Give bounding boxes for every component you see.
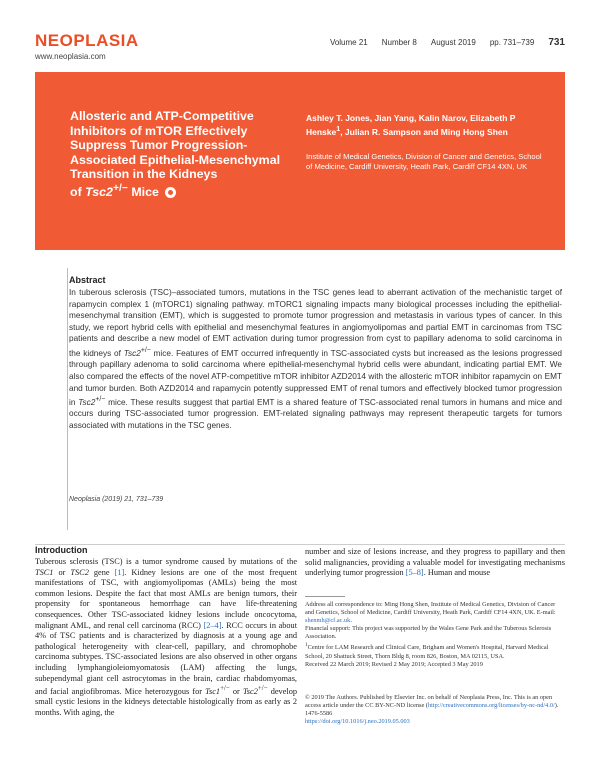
footnote-rule <box>305 596 345 597</box>
article-title: Allosteric and ATP-Competitive Inhibitors of mTOR Effectively Suppress Tumor Progression- Associated Epithelial-Mesenchymal Transition in the Kidneys of Tsc2+/− Mice <box>70 109 281 199</box>
received-dates: Received 22 March 2019; Revised 2 May 2019; Accepted 3 May 2019 <box>305 660 483 668</box>
correspondence-note: Address all correspondence to: Ming Hong Shen, Institute of Medical Genetics, Division of Cancer and Genetics, School of Medicine, Cardiff University, Heath Park, Cardiff CF14 4XN, UK. E-mail: shenmh@cf.ac.uk. <box>305 601 556 625</box>
footnotes <box>305 601 563 669</box>
affiliation: Institute of Medical Genetics, Division of Cancer and Genetics, School of Medicine, Cardiff University, Heath Park, Cardiff CF14 4XN, UK <box>306 152 542 171</box>
introduction-heading: Introduction <box>35 545 88 555</box>
title-banner <box>35 72 565 250</box>
issue-number: Number 8 <box>381 38 417 47</box>
abstract-heading: Abstract <box>69 275 106 285</box>
issue-info <box>330 37 565 48</box>
reference-link[interactable]: [5–8] <box>405 568 424 578</box>
abstract-text: In tuberous sclerosis (TSC)–associated tumors, mutations in the TSC genes lead to aberrant activation of the mechanistic target of rapamycin complex 1 (mTORC1) signaling pathway. mTORC1 signaling impacts many biological processes including the epithelial-mesenchymal transition (EMT), which is suggested to promote tumor progression and metastasis in various types of cancer. In this study, we report hybrid cells with epithelial and mesenchymal features in angiomyolipomas and partial EMT in carcinomas from TSC patients and describe a new model of EMT activation during tumor progression from cyst to papillary adenoma to solid carcinoma in the kidneys of Tsc2+/− mice. Features of EMT occurred infrequently in TSC-associated cysts but increased as the lesions progressed through papillary adenoma to solid carcinoma where epithelial-mesenchymal hybrid cells were abundant, indicating partial EMT. We also compared the effects of the novel ATP-competitive mTOR inhibitor AZD2014 with the allosteric mTOR inhibitor rapamycin on EMT and tumor burden. Both AZD2014 and rapamycin potently suppressed EMT of renal tumors and effectively blocked tumor progression in Tsc2+/− mice. These results suggest that partial EMT is a shared feature of TSC-associated renal tumors in humans and mice and occurs during TSC-associated tumor progression. EMT-related signaling pathways may represent therapeutic targets for tumors associated with mutations in the TSC genes. <box>69 288 562 431</box>
page-range: pp. 731–739 <box>489 38 535 47</box>
author-footnote: $^1$Centre for LAM Research and Clinical Care, Brigham and Women's Hospital, Harvard Medical School, 20 Shattuck Street, Thorn Bldg 8, room 826, Boston, MA 02115, USA. <box>305 642 549 660</box>
introduction-text-right: number and size of lesions increase, and they progress to papillary and then solid malignancies, providing a valuable model for investigating mechanisms underlying tumor progression [5–8]. Human and mouse <box>305 547 565 578</box>
email-link[interactable]: shenmh@cf.ac.uk <box>305 617 351 625</box>
doi-link[interactable]: https://doi.org/10.1016/j.neo.2019.05.003 <box>305 718 410 726</box>
funding-note: Financial support: This project was supported by the Wales Gene Park and the Tuberous Sclerosis Association. <box>305 625 552 641</box>
crossmark-icon[interactable] <box>165 187 176 198</box>
issn: 1476-5586 <box>305 710 333 718</box>
journal-website-link[interactable]: www.neoplasia.com <box>35 52 106 61</box>
section-divider <box>35 544 565 545</box>
reference-link[interactable]: [1] <box>114 567 125 577</box>
license-link[interactable]: http://creativecommons.org/licenses/by-nc-nd/4.0/ <box>427 702 555 710</box>
article-citation: Neoplasia (2019) 21, 731–739 <box>69 496 164 503</box>
issue-date: August 2019 <box>430 38 476 47</box>
page-number: 731 <box>548 37 565 48</box>
volume: Volume 21 <box>329 38 368 47</box>
journal-logo: NEOPLASIA <box>35 31 139 50</box>
introduction-text-left: Tuberous sclerosis (TSC) is a tumor syndrome caused by mutations of the TSC1 or TSC2 gene [1]. Kidney lesions are one of the most frequent manifestations of TSC, with angiomyolipomas (AMLs) being the most common lesions. Despite the fact that most AMLs are benign tumors, their propensity for spontaneous hemorrhage can have life-threatening consequences. Other TSC-associated kidney lesions include oncocytoma, malignant AML, and renal cell carcinoma (RCC) [2–4]. RCC occurs in about 4% of TSC patients and is characterized by diagnosis at a young age and pathological heterogeneity with clear-cell, papillary, and chromophobe carcinoma subtypes. TSC-associated lesions are also observed in other organs including lymphangioleiomyomatosis (LAM) affecting the lungs, subependymal giant cell astrocytomas in the brain, cardiac rhabdomyomas, and facial angiofibromas. Mice heterozygous for Tsc1+/− or Tsc2+/− develop small cystic lesions in the kidneys detectable histologically from as early as 2 months. With aging, the <box>35 557 298 718</box>
author-list: Ashley T. Jones, Jian Yang, Kalin Narov, Elizabeth P Henske$^1$, Julian R. Sampson and Ming Hong Shen <box>306 113 516 137</box>
reference-link[interactable]: [2–4] <box>203 620 222 630</box>
copyright-block: © 2019 The Authors. Published by Elsevier Inc. on behalf of Neoplasia Press, Inc. This is an open access article under the CC BY-NC-ND license (http://creativecommons.org/licenses/by-nc-nd/4.0/). 1476-5586 https://doi.org/10.1016/j.neo.2019.05.003 <box>305 694 563 726</box>
